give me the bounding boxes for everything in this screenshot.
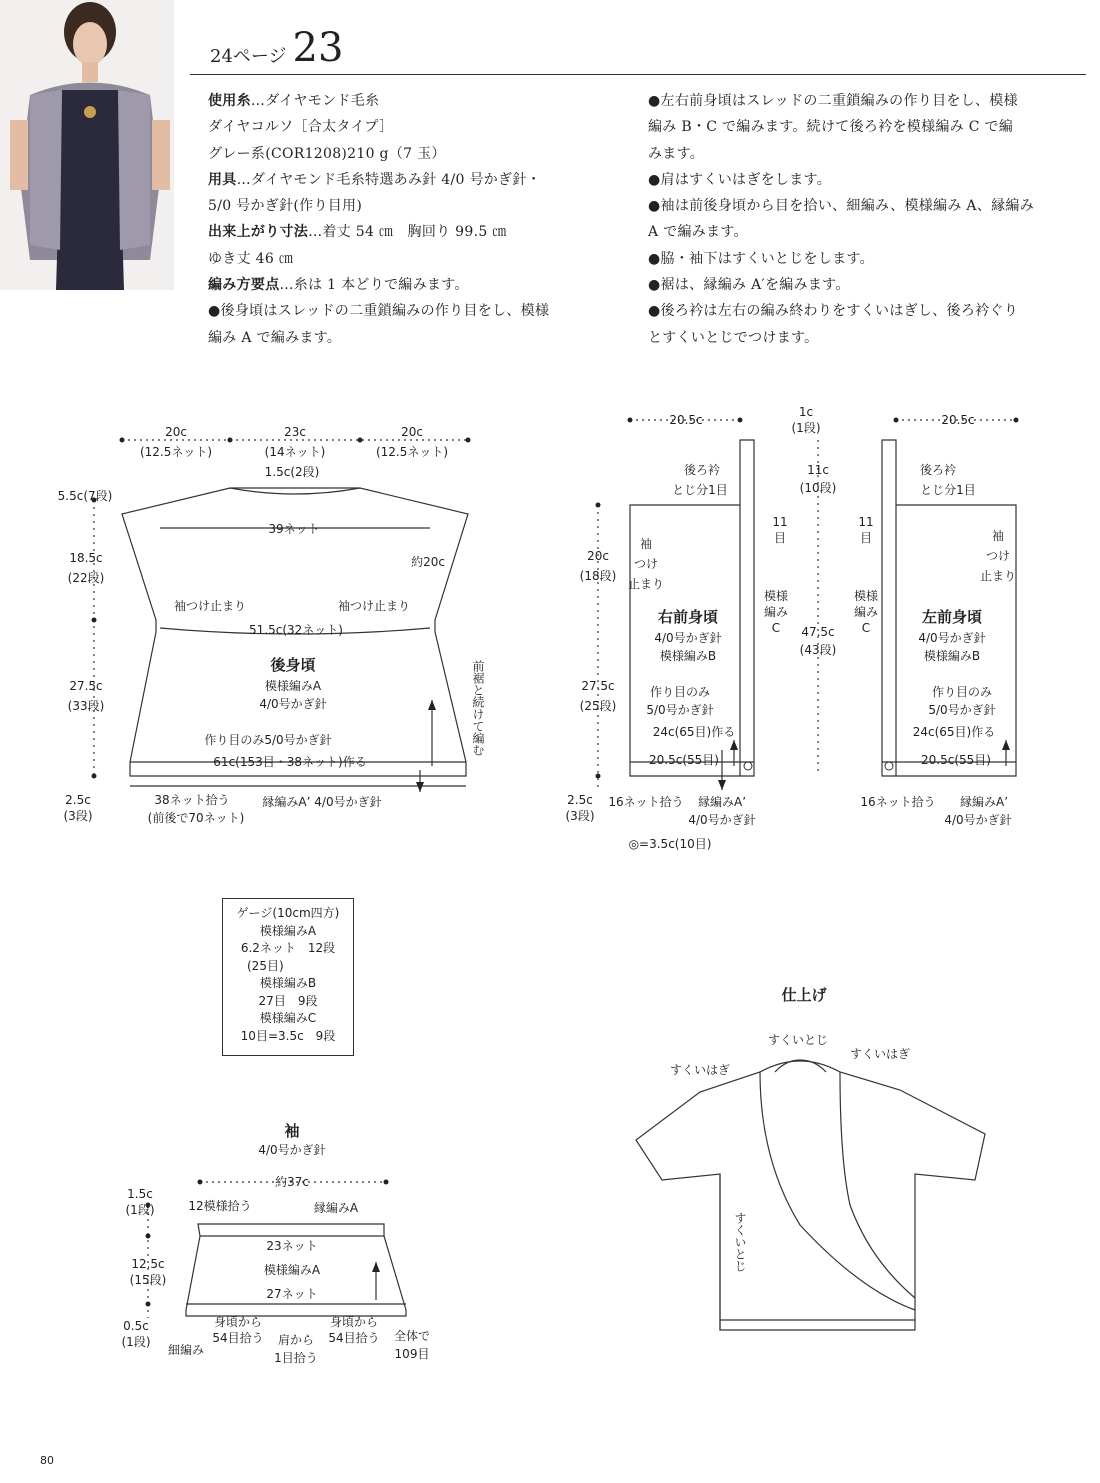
back-body-rows: (33段)	[67, 699, 105, 713]
finishing-left-seam: すくいはぎ	[669, 1063, 731, 1077]
lf-edge-2: 4/0号かぎ針	[944, 813, 1012, 827]
back-instr-2: 編み A で編みます。	[208, 329, 342, 346]
instruction-line: ●肩はすくいはぎをします。	[648, 171, 831, 188]
gauge-a-val: 6.2ネット 12段	[240, 941, 336, 955]
rf-mark-note: ◎=3.5c(10目)	[628, 837, 712, 851]
back-neck: 1.5c(2段)	[264, 465, 320, 479]
gauge-box	[222, 898, 354, 1056]
back-pattern: 模様編みA	[264, 679, 322, 693]
rf-collar-rows: 1c	[798, 405, 814, 419]
size-1: …着丈 54 ㎝ 胸回り 99.5 ㎝	[308, 224, 507, 241]
rf-sleeve-stop-2: つけ	[633, 557, 659, 571]
gauge-c-val: 10目=3.5c 9段	[240, 1028, 336, 1043]
rf-cast-on-1: 作り目のみ	[649, 685, 711, 699]
lf-collar-st-1: 11	[858, 515, 874, 529]
rf-collar-h-rows: (10段)	[799, 481, 837, 495]
back-instr-1: ●後身頃はスレッドの二重鎖編みの作り目をし、模様	[208, 303, 550, 320]
size-2: ゆき丈 46 ㎝	[208, 250, 294, 267]
rf-collar-rows-b: (1段)	[791, 421, 821, 435]
rf-hem-rows: (3段)	[565, 809, 595, 823]
back-top-3b: (12.5ネット)	[375, 445, 449, 459]
lf-collar-label-2: とじ分1目	[920, 483, 976, 497]
sleeve-pick-sh-2: 1目拾う	[274, 1351, 318, 1365]
finishing-right-seam: すくいはぎ	[849, 1047, 911, 1061]
instruction-line: とすくいとじでつけます。	[648, 329, 819, 346]
instruction-line: ●後ろ衿は左右の編み終わりをすくいはぎし、後ろ衿ぐり	[648, 303, 1019, 320]
gauge-title: ゲージ(10cm四方)	[236, 906, 340, 920]
sleeve-pick-body2-1: 身頃から	[329, 1315, 379, 1329]
tools-2: 5/0 号かぎ針(作り目用)	[208, 198, 363, 215]
rf-edge-1: 縁編みA’	[697, 795, 747, 809]
rf-band-2: 編み	[763, 605, 789, 619]
finishing-title: 仕上げ	[781, 986, 827, 1004]
rf-title: 右前身頃	[657, 608, 719, 626]
rf-sleeve-stop-1: 袖	[639, 537, 653, 551]
rf-cast-on-2: 5/0号かぎ針	[646, 703, 714, 717]
back-armhole: 約20c	[411, 555, 445, 569]
back-top-2b: (14ネット)	[264, 445, 326, 459]
back-top-1b: (12.5ネット)	[139, 445, 213, 459]
sleeve-pick-body-2: 54目拾う	[212, 1331, 264, 1345]
tools-label: 用具	[208, 171, 237, 188]
rf-collar-st-1: 11	[772, 515, 788, 529]
back-edge: 縁編みA’ 4/0号かぎ針	[262, 795, 382, 809]
rf-edge-2: 4/0号かぎ針	[688, 813, 756, 827]
sleeve-edge: 縁編みA	[313, 1201, 359, 1215]
rf-width: 20.5c	[669, 413, 703, 427]
yarn-name: ダイヤコルソ［合太タイプ］	[208, 119, 394, 136]
rf-pick: 16ネット拾う	[608, 795, 684, 809]
rf-upper-h: 20c	[587, 549, 609, 563]
lf-collar-st-2: 目	[859, 531, 873, 545]
back-arm-h: 18.5c	[69, 551, 103, 565]
rf-sleeve-stop-3: 止まり	[627, 577, 665, 591]
points-label: 編み方要点	[208, 277, 280, 294]
gauge-b: 模様編みB	[259, 976, 317, 990]
pattern-number: 23	[292, 25, 344, 71]
lf-pattern: 模様編みB	[923, 649, 981, 663]
lf-cast-on-3: 24c(65目)作る	[912, 725, 996, 739]
finishing-front-seam: すくいとじ	[733, 1212, 747, 1272]
back-hem-rows: (3段)	[63, 809, 93, 823]
lf-band-3: C	[861, 621, 871, 635]
back-title: 後身頃	[270, 656, 316, 674]
lf-title: 左前身頃	[921, 608, 983, 626]
rf-hook: 4/0号かぎ針	[654, 631, 722, 645]
instruction-line: ●左右前身頃はスレッドの二重鎖編みの作り目をし、模様	[648, 93, 1018, 109]
sleeve-pattern: 模様編みA	[263, 1263, 321, 1277]
back-sleeve-stop-l: 袖つけ止まり	[173, 599, 247, 613]
lf-cast-on-1: 作り目のみ	[931, 685, 993, 699]
sleeve-lower-width: 27ネット	[266, 1287, 318, 1301]
tools-1: …ダイヤモンド毛糸特選あみ針 4/0 号かぎ針・	[236, 171, 541, 188]
gauge-b-val: 27目 9段	[258, 993, 318, 1008]
sleeve-h3-rows: (1段)	[121, 1335, 151, 1349]
page-number: 80	[40, 1454, 54, 1467]
back-upper-width: 39ネット	[268, 522, 320, 536]
sleeve-h3: 0.5c	[123, 1319, 149, 1333]
rf-total-rows: (43段)	[799, 643, 837, 657]
yarn-label: 使用糸	[208, 93, 251, 109]
rf-collar-label-2: とじ分1目	[672, 483, 728, 497]
back-cast-on: 61c(153目・38ネット)作る	[213, 755, 367, 769]
sleeve-sc: 細編み	[167, 1343, 205, 1357]
back-cast-on-note: 作り目のみ5/0号かぎ針	[204, 733, 332, 747]
rf-collar-h: 11c	[807, 463, 829, 477]
sleeve-total-2: 109目	[394, 1347, 430, 1361]
instruction-line: ●裾は、縁編み A′を編みます。	[648, 277, 850, 294]
back-body-h: 27.5c	[69, 679, 103, 693]
sleeve-title: 袖	[284, 1122, 300, 1140]
sleeve-h2: 12.5c	[131, 1257, 165, 1271]
instruction-line: ●脇・袖下はすくいとじをします。	[648, 250, 874, 267]
yarn-color: グレー系(COR1208)210 g（7 玉）	[208, 145, 446, 162]
lf-collar-label-1: 後ろ衿	[919, 463, 957, 477]
lf-hook: 4/0号かぎ針	[918, 631, 986, 645]
rf-hem-h: 2.5c	[567, 793, 593, 807]
sleeve-pick-12: 12模様拾う	[188, 1199, 252, 1213]
sleeve-h1-rows: (1段)	[125, 1203, 155, 1217]
back-hook: 4/0号かぎ針	[259, 697, 327, 711]
lf-sleeve-stop-3: 止まり	[979, 569, 1017, 583]
sleeve-pick-sh-1: 肩から	[277, 1333, 315, 1347]
finishing-top-seam: すくいとじ	[767, 1033, 829, 1047]
back-top-3: 20c	[401, 425, 423, 439]
gauge-c: 模様編みC	[259, 1011, 317, 1025]
rf-upper-rows: (18段)	[579, 569, 617, 583]
lf-band-2: 編み	[853, 605, 879, 619]
back-shoulder: 5.5c(7段)	[57, 489, 113, 503]
sleeve-width: 約37c	[275, 1175, 309, 1189]
size-label: 出来上がり寸法	[208, 224, 309, 241]
sleeve-pick-body2-2: 54目拾う	[328, 1331, 380, 1345]
sleeve-upper-width: 23ネット	[266, 1239, 318, 1253]
gauge-a-val2: (25目)	[247, 958, 284, 973]
instruction-line: ●袖は前後身頃から目を拾い、細編み、模様編み A、縁編み	[648, 198, 1035, 215]
lf-sleeve-stop-1: 袖	[991, 529, 1005, 543]
page-ref: 24ページ	[210, 46, 287, 67]
lf-cast-on-2: 5/0号かぎ針	[928, 703, 996, 717]
rf-lower-h: 27.5c	[581, 679, 615, 693]
instruction-line: みます。	[648, 145, 705, 162]
rf-pattern: 模様編みB	[659, 649, 717, 663]
back-mid-width: 51.5c(32ネット)	[249, 623, 343, 637]
sleeve-total-1: 全体で	[393, 1329, 431, 1343]
points-value: …糸は 1 本どりで編みます。	[279, 277, 469, 294]
instruction-line: A で編みます。	[648, 224, 748, 241]
rf-collar-label-1: 後ろ衿	[683, 463, 721, 477]
sleeve-pick-body-1: 身頃から	[213, 1315, 263, 1329]
back-top-2: 23c	[284, 425, 306, 439]
lf-sleeve-stop-2: つけ	[985, 549, 1011, 563]
sleeve-h2-rows: (15段)	[129, 1273, 167, 1287]
sleeve-hook: 4/0号かぎ針	[258, 1143, 326, 1157]
rf-band-3: C	[771, 621, 781, 635]
rf-cast-on-3: 24c(65目)作る	[652, 725, 736, 739]
back-hem-h: 2.5c	[65, 793, 91, 807]
yarn-value: …ダイヤモンド毛糸	[250, 93, 380, 109]
sleeve-h1: 1.5c	[127, 1187, 153, 1201]
back-sleeve-stop-r: 袖つけ止まり	[337, 599, 411, 613]
lf-edge-1: 縁編みA’	[959, 795, 1009, 809]
back-pick-2: (前後で70ネット)	[147, 811, 245, 825]
rf-collar-st-2: 目	[773, 531, 787, 545]
back-arm-rows: (22段)	[67, 571, 105, 585]
rf-width-bottom: 20.5c(55目)	[649, 753, 719, 767]
gauge-a: 模様編みA	[259, 923, 317, 938]
rf-total-h: 47.5c	[801, 625, 835, 639]
back-pick-1: 38ネット拾う	[154, 793, 230, 807]
back-side-note: 前裾と続けて編む	[471, 660, 485, 756]
lf-band-1: 模様	[853, 589, 879, 603]
rf-lower-rows: (25段)	[579, 699, 617, 713]
rf-band-1: 模様	[763, 589, 789, 603]
lf-pick: 16ネット拾う	[860, 795, 936, 809]
lf-width: 20.5c	[941, 413, 975, 427]
back-top-1: 20c	[165, 425, 187, 439]
instruction-line: 編み B・C で編みます。続けて後ろ衿を模様編み C で編	[648, 119, 1014, 136]
lf-width-bottom: 20.5c(55目)	[921, 753, 991, 767]
